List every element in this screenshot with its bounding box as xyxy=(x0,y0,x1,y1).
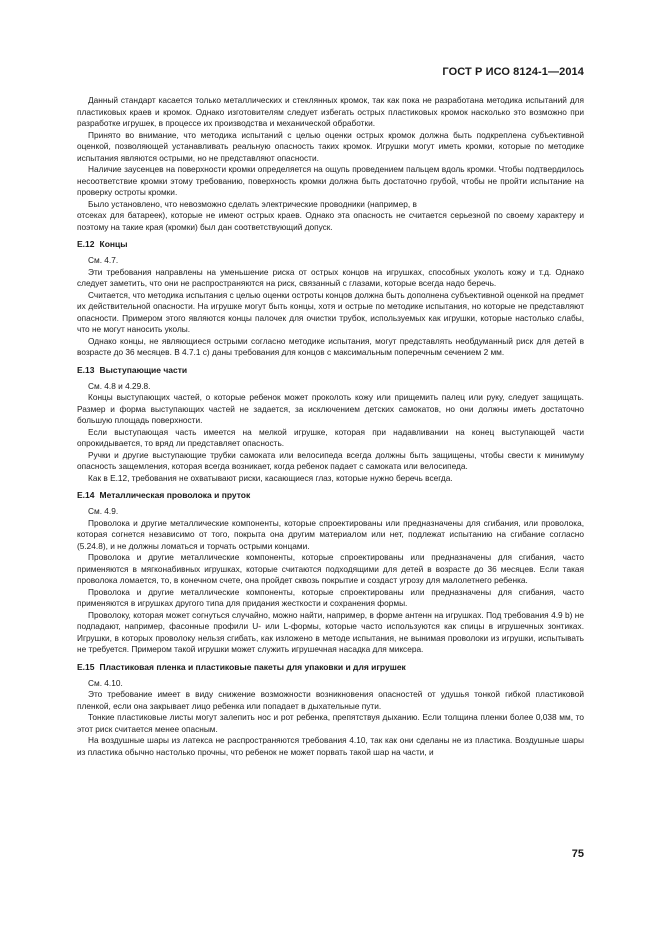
section-number: E.13 xyxy=(77,364,95,375)
section-reference: См. 4.9. xyxy=(88,506,119,516)
section-reference: См. 4.8 и 4.29.8. xyxy=(88,380,151,391)
paragraph: Ручки и другие выступающие трубки самоката или велосипеда всегда должны быть защищены, чтобы свести к минимуму опасность защемления, которая всегда возникает, когда ребенок падает с самоката или велосипеда. xyxy=(77,449,584,471)
paragraph: Проволока и другие металлические компоненты, которые спроектированы или предназначены для сгибания, часто применяются в мягконабивных игрушках, которые считаются подходящими для детей в возрасте до 36 месяцев. Если такая проволока ломается, то, в конечном счете, она пройдет сквозь покрытие и создаст угрозу для малолетнего ребенка. xyxy=(77,552,584,585)
section-reference: См. 4.7. xyxy=(88,255,119,265)
section-heading-e13 xyxy=(77,365,584,376)
paragraph: Концы выступающих частей, о которые ребенок может проколоть кожу или прищемить палец или руку, следует защищать. Размер и форма выступающих частей не задается, за исключением детских самокатов, но они должны иметь достаточно большую площадь поверхности. xyxy=(77,392,584,425)
section-reference: См. 4.10. xyxy=(88,677,123,688)
section-number: E.15 xyxy=(77,661,95,672)
paragraph: отсеках для батареек), которые не имеют острых краев. Однако эта опасность не считается серьезной по своему характеру и поэтому на такие края (кромки) был дан соответствующий допуск. xyxy=(77,210,584,232)
paragraph: Тонкие пластиковые листы могут залепить нос и рот ребенка, препятствуя дыханию. Если толщина пленки более 0,038 мм, то этот риск считается менее опасным. xyxy=(77,712,584,734)
paragraph: Проволока и другие металлические компоненты, которые спроектированы или предназначены для сгибания, или проволока, которая согнется независимо от того, покрыта она другим материалом или нет, подлежат испытанию на сгибание согласно (5.24.8), и не должны ломаться и торчать острыми концами. xyxy=(77,517,584,551)
paragraph: Принято во внимание, что методика испытаний с целью оценки острых кромок должна быть подкреплена субъективной оценкой, позволяющей устанавливать реальную опасность таких кромок. Игрушки могут иметь кромки, которые по методике испытания являются острыми, но не представляют опасности. xyxy=(77,129,584,163)
section-heading-e12 xyxy=(77,239,584,250)
paragraph: Как в Е.12, требования не охватывают риски, касающиеся глаз, которые нужно беречь всегда. xyxy=(88,472,453,483)
paragraph: Наличие заусенцев на поверхности кромки определяется на ощупь проведением пальцем вдоль кромки. Чтобы подтвердилось несоответствие кромки этому требованию, поверхность кромки должна быть достаточно грубой, чтобы не пройти испытание на проверку остроты кромки. xyxy=(77,164,584,197)
paragraph: Было установлено, что невозможно сделать электрические проводники (например, в xyxy=(88,198,417,209)
document-header-title: ГОСТ Р ИСО 8124-1—2014 xyxy=(442,66,584,78)
section-title: Металлическая проволока и пруток xyxy=(99,490,251,500)
section-heading-e15 xyxy=(77,662,584,673)
paragraph: Это требование имеет в виду снижение возможности возникновения опасностей от удушья тонкой гибкой пластиковой пленкой, если она закрывает лицо ребенка или попадает в дыхательные пути. xyxy=(77,689,584,711)
paragraph: Проволока и другие металлические компоненты, которые спроектированы или предназначены для сгибания, часто применяются в игрушках другого типа для придания жесткости и сохранения формы. xyxy=(77,586,584,608)
paragraph: Если выступающая часть имеется на мелкой игрушке, которая при надавливании на конец выступающей части опрокидывается, то вряд ли представляет опасность. xyxy=(77,426,584,448)
section-title: Пластиковая пленка и пластиковые пакеты для упаковки и для игрушек xyxy=(99,661,406,672)
section-title: Концы xyxy=(99,239,128,249)
section-heading-e14 xyxy=(77,490,584,501)
paragraph: Однако концы, не являющиеся острыми согласно методике испытания, могут представлять необдуманный риск для детей в возрасте до 36 месяцев. В 4.7.1 с) даны требования для концов с максимальным поперечным сечением 2 мм. xyxy=(77,335,584,357)
paragraph: Эти требования направлены на уменьшение риска от острых концов на игрушках, способных уколоть кожу и т.д. Однако следует заметить, что они не распространяются на риск, связанный с глазами, которые всегда надо беречь. xyxy=(77,266,584,288)
section-number: E.12 xyxy=(77,239,95,249)
paragraph: Данный стандарт касается только металлических и стеклянных кромок, так как пока не разработана методика испытаний для пластиковых краев и кромок. Однако изготовителям следует избегать острых пластиковых кромок насколько это возможно при разработке игрушек, в процессе их производства и механической обработки. xyxy=(77,95,584,128)
paragraph: Проволоку, которая может согнуться случайно, можно найти, например, в форме антенн на игрушках. Под требования 4.9 b) не подпадают, например, фасонные профили U- или L-формы, которые часто используются как спицы в игрушечных зонтиках. Игрушки, в которых проволоку нельзя сгибать, как изложено в методе испытания, не вынимая проволоки из игрушки, испытывать не требуется. Примером такой игрушки может служить игрушечная насадка для миксера. xyxy=(77,609,584,654)
page-number: 75 xyxy=(571,848,584,860)
document-body xyxy=(77,95,584,758)
section-title: Выступающие части xyxy=(99,364,188,375)
paragraph: На воздушные шары из латекса не распространяются требования 4.10, так как они сделаны не из пластика. Воздушные шары из пластика обычно настолько прочны, что ребенок не может порвать такой шар на части, и xyxy=(77,735,584,757)
section-number: E.14 xyxy=(77,490,95,500)
paragraph: Считается, что методика испытания с целью оценки остроты концов должна быть дополнена субъективной оценкой на предмет их действительной опасности. На игрушке могут быть концы, хотя и острые по методике испытания, но которые не представляют опасности. Примером этого являются концы палочек для очистки трубок, используемых как игрушки, которые настолько слабы, что не могут наносить уколы. xyxy=(77,289,584,334)
